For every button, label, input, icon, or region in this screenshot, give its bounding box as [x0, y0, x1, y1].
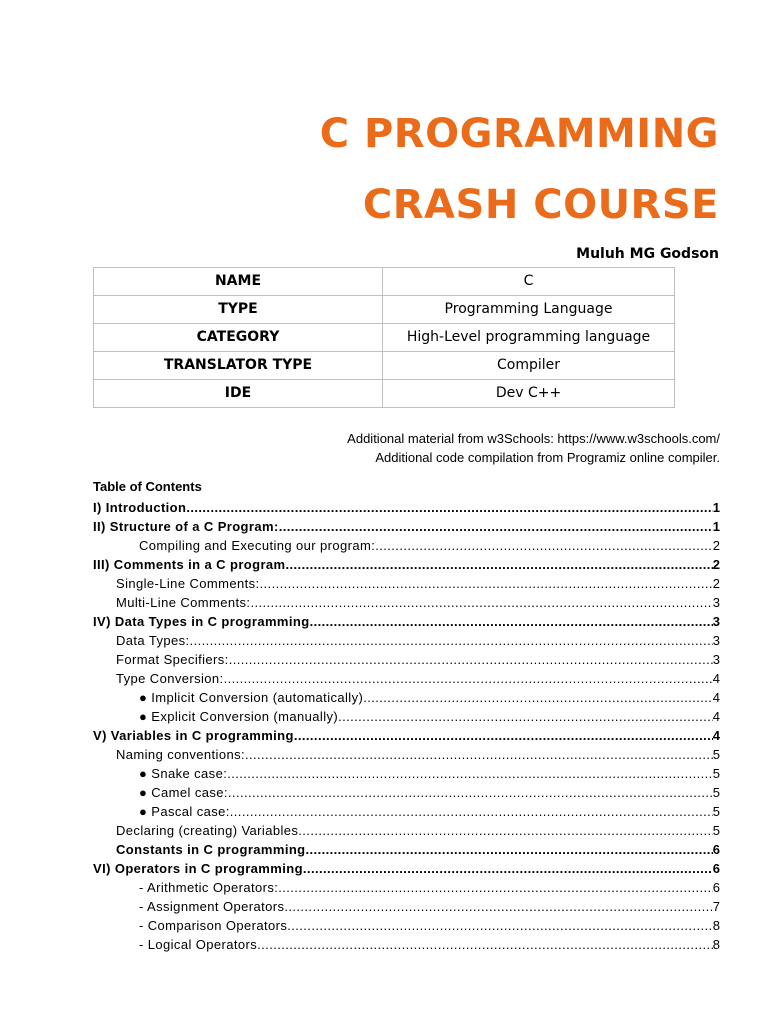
toc-entry-text: Implicit Conversion (automatically): [151, 690, 364, 705]
info-table-row: [94, 380, 675, 408]
toc-entry[interactable]: [93, 821, 720, 840]
bullet-icon: ●: [139, 709, 148, 724]
toc-entry[interactable]: [93, 935, 720, 954]
source-note-w3schools: Additional material from w3Schools: https://www.w3schools.com/: [347, 431, 720, 446]
toc-heading: Table of Contents: [93, 479, 202, 494]
toc-entry[interactable]: [93, 802, 720, 821]
toc-page-number: 5: [712, 804, 720, 819]
toc-page-number: 4: [712, 709, 720, 724]
toc-page-number: 5: [712, 785, 720, 800]
toc-page-number: 3: [712, 614, 720, 629]
info-table-key: IDE: [94, 380, 383, 408]
bullet-icon: ●: [139, 804, 148, 819]
toc-entry-label: [139, 707, 713, 726]
toc-page-number: 2: [712, 576, 720, 591]
toc-entry-text: Constants in C programming: [116, 842, 306, 857]
toc-page-number: 5: [712, 766, 720, 781]
info-table-row: [94, 296, 675, 324]
toc-entry-label: [139, 802, 713, 821]
toc-page-number: 4: [712, 671, 720, 686]
toc-page-number: 6: [712, 842, 720, 857]
toc-entry[interactable]: [93, 650, 720, 669]
toc-page-number: 3: [712, 595, 720, 610]
toc-entry-label: [93, 859, 713, 878]
toc-entry-label: [139, 897, 713, 916]
toc-entry-label: [116, 669, 713, 688]
toc-entry[interactable]: [93, 555, 720, 574]
toc-entry-list: [93, 498, 720, 954]
toc-entry[interactable]: [93, 669, 720, 688]
toc-entry[interactable]: [93, 536, 720, 555]
toc-page-number: 4: [712, 690, 720, 705]
toc-entry-text: - Comparison Operators: [139, 918, 288, 933]
toc-page-number: 5: [712, 823, 720, 838]
toc-entry-label: [93, 517, 713, 536]
toc-entry[interactable]: [93, 498, 720, 517]
toc-entry-text: II) Structure of a C Program:: [93, 519, 279, 534]
toc-entry-text: Camel case:: [151, 785, 228, 800]
toc-entry-text: - Logical Operators: [139, 937, 258, 952]
info-table-key: TYPE: [94, 296, 383, 324]
bullet-icon: ●: [139, 785, 148, 800]
toc-page-number: 2: [712, 557, 720, 572]
toc-page-number: 3: [712, 652, 720, 667]
toc-entry-label: [139, 688, 713, 707]
toc-entry-text: VI) Operators in C programming: [93, 861, 303, 876]
toc-entry[interactable]: [93, 707, 720, 726]
toc-entry-text: - Assignment Operators: [139, 899, 285, 914]
toc-page-number: 6: [712, 861, 720, 876]
toc-entry-text: III) Comments in a C program: [93, 557, 286, 572]
toc-entry-label: [116, 650, 713, 669]
toc-entry[interactable]: [93, 897, 720, 916]
language-info-table: [93, 267, 675, 408]
toc-entry-label: [116, 745, 713, 764]
toc-page-number: 4: [712, 728, 720, 743]
info-table-key: CATEGORY: [94, 324, 383, 352]
toc-page-number: 5: [712, 747, 720, 762]
toc-entry[interactable]: [93, 726, 720, 745]
toc-entry[interactable]: [93, 859, 720, 878]
info-table-value: Compiler: [383, 352, 675, 380]
toc-entry-text: Snake case:: [151, 766, 228, 781]
toc-page-number: 2: [712, 538, 720, 553]
toc-entry-text: Declaring (creating) Variables: [116, 823, 299, 838]
toc-entry-text: Multi-Line Comments:: [116, 595, 251, 610]
toc-entry[interactable]: [93, 612, 720, 631]
toc-entry-label: [116, 840, 713, 859]
toc-entry[interactable]: [93, 593, 720, 612]
info-table-value: Programming Language: [383, 296, 675, 324]
toc-entry-text: I) Introduction: [93, 500, 187, 515]
toc-entry-label: [93, 612, 713, 631]
toc-entry-label: [139, 764, 713, 783]
info-table-row: [94, 324, 675, 352]
info-table-row: [94, 268, 675, 296]
info-table-key: TRANSLATOR TYPE: [94, 352, 383, 380]
toc-entry[interactable]: [93, 783, 720, 802]
bullet-icon: ●: [139, 690, 148, 705]
toc-entry-text: Explicit Conversion (manually): [151, 709, 339, 724]
toc-page-number: 8: [712, 918, 720, 933]
toc-page-number: 1: [712, 500, 720, 515]
toc-page-number: 1: [712, 519, 720, 534]
toc-entry-label: [116, 574, 713, 593]
toc-page-number: 8: [712, 937, 720, 952]
toc-entry-label: [116, 593, 713, 612]
toc-entry-text: V) Variables in C programming: [93, 728, 294, 743]
toc-entry-text: Single-Line Comments:: [116, 576, 260, 591]
toc-entry-label: [139, 935, 713, 954]
toc-entry-text: IV) Data Types in C programming: [93, 614, 310, 629]
toc-entry-label: [139, 783, 713, 802]
toc-entry-text: Naming conventions:: [116, 747, 245, 762]
toc-entry[interactable]: [93, 916, 720, 935]
toc-entry-label: [139, 878, 713, 897]
toc-entry[interactable]: [93, 631, 720, 650]
toc-entry-text: Data Types:: [116, 633, 190, 648]
toc-entry[interactable]: [93, 574, 720, 593]
toc-page-number: 3: [712, 633, 720, 648]
toc-entry-label: [116, 631, 713, 650]
source-note-programiz: Additional code compilation from Programiz online compiler.: [375, 450, 720, 465]
toc-entry[interactable]: [93, 745, 720, 764]
toc-page-number: 7: [712, 899, 720, 914]
document-title-line-1: C PROGRAMMING: [319, 111, 719, 157]
document-title-line-2: CRASH COURSE: [362, 182, 719, 228]
info-table-key: NAME: [94, 268, 383, 296]
toc-entry-text: Pascal case:: [151, 804, 230, 819]
toc-entry-label: [93, 726, 713, 745]
toc-entry-label: [139, 536, 713, 555]
source-notes: [347, 429, 720, 467]
toc-entry-text: Format Specifiers:: [116, 652, 229, 667]
toc-entry-label: [93, 498, 713, 517]
toc-entry[interactable]: [93, 517, 720, 536]
toc-entry[interactable]: [93, 878, 720, 897]
toc-entry[interactable]: [93, 840, 720, 859]
author-name: Muluh MG Godson: [576, 246, 719, 262]
info-table-value: Dev C++: [383, 380, 675, 408]
toc-entry-label: [139, 916, 713, 935]
toc-page-number: 6: [712, 880, 720, 895]
toc-entry-label: [93, 555, 713, 574]
bullet-icon: ●: [139, 766, 148, 781]
toc-entry-label: [116, 821, 713, 840]
toc-entry-text: Compiling and Executing our program:: [139, 538, 376, 553]
toc-entry-text: Type Conversion:: [116, 671, 224, 686]
table-of-contents: [93, 477, 720, 954]
info-table-row: [94, 352, 675, 380]
toc-entry[interactable]: [93, 764, 720, 783]
toc-entry-text: - Arithmetic Operators:: [139, 880, 279, 895]
info-table-value: C: [383, 268, 675, 296]
info-table-value: High-Level programming language: [383, 324, 675, 352]
toc-entry[interactable]: [93, 688, 720, 707]
